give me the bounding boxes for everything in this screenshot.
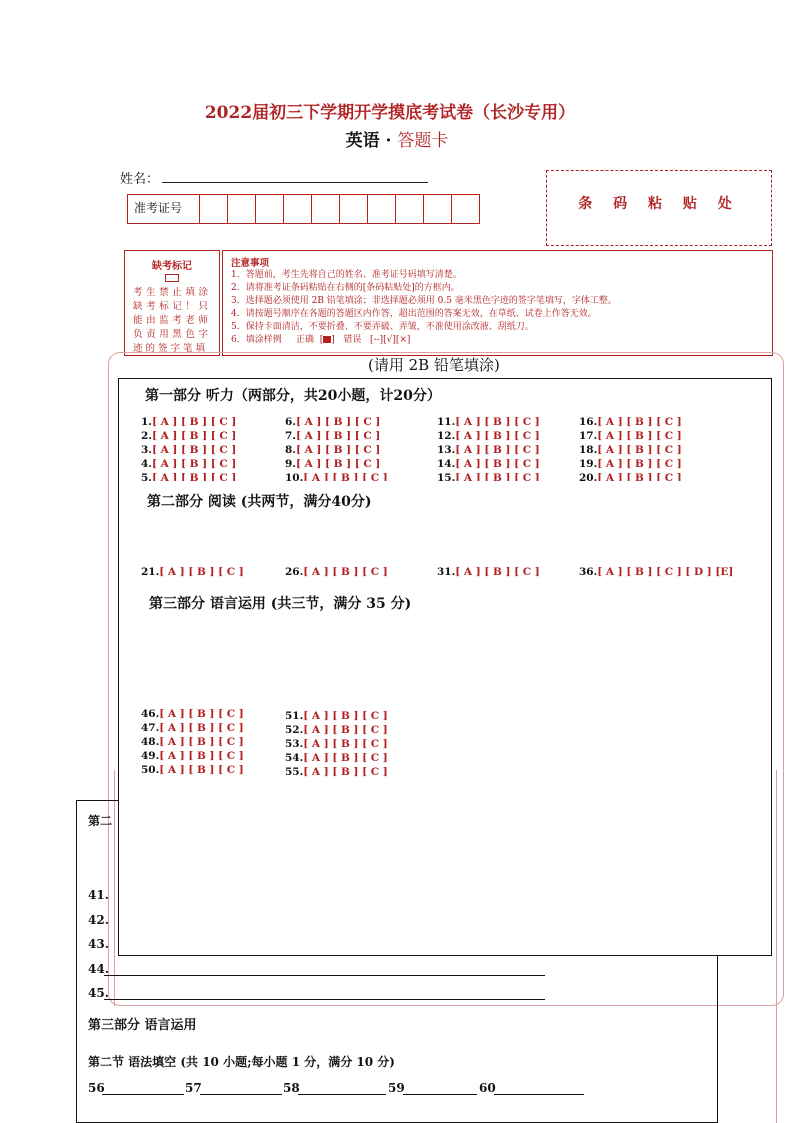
blank-number: 56: [88, 1081, 105, 1095]
frame-rule: [776, 770, 777, 1123]
grammar-section-title: 第二节 语法填空 (共 10 小题;每小题 1 分，满分 10 分): [88, 1055, 395, 1069]
question-number: 44.: [88, 962, 109, 976]
blank-line[interactable]: [102, 1094, 184, 1095]
exam-number-cell[interactable]: [228, 195, 256, 223]
choice-row[interactable]: 9.[ A ] [ B ] [ C ]: [285, 458, 381, 470]
part3-title: 第三部分 语言运用 (共三节，满分 35 分): [149, 596, 412, 612]
choice-row[interactable]: 26.[ A ] [ B ] [ C ]: [285, 566, 388, 578]
exam-number-box: [127, 194, 480, 224]
choice-row[interactable]: 15.[ A ] [ B ] [ C ]: [437, 472, 540, 481]
choice-row[interactable]: 46.[ A ] [ B ] [ C ]: [141, 708, 244, 720]
blank-number: 58: [283, 1081, 300, 1095]
choice-row[interactable]: 19.[ A ] [ B ] [ C ]: [579, 458, 682, 470]
choice-row[interactable]: 31.[ A ] [ B ] [ C ]: [437, 566, 540, 578]
part2-title: 第二部分 阅读 (共两节，满分40分): [147, 494, 372, 510]
notice-title: 注意事项: [231, 258, 270, 269]
choice-row[interactable]: 14.[ A ] [ B ] [ C ]: [437, 458, 540, 470]
exam-number-label: 准考证号: [128, 195, 200, 223]
wrong-marks: [--][√][×]: [370, 335, 411, 345]
choice-row[interactable]: 4.[ A ] [ B ] [ C ]: [141, 458, 237, 470]
exam-number-cell[interactable]: [200, 195, 228, 223]
answer-card-subtitle: [0, 126, 794, 151]
choice-row[interactable]: 13.[ A ] [ B ] [ C ]: [437, 444, 540, 456]
notice-box: [222, 250, 773, 356]
choice-row[interactable]: 47.[ A ] [ B ] [ C ]: [141, 722, 244, 734]
name-label: 姓名：: [120, 172, 160, 187]
card-label: 答题卡: [397, 131, 449, 151]
question-number: 45.: [88, 986, 109, 1000]
choice-row[interactable]: 17.[ A ] [ B ] [ C ]: [579, 430, 682, 442]
choice-row[interactable]: 48.[ A ] [ B ] [ C ]: [141, 736, 244, 748]
choice-row[interactable]: 50.[ A ] [ B ] [ C ]: [141, 764, 244, 776]
blank-line[interactable]: [403, 1094, 477, 1095]
exam-number-cell[interactable]: [340, 195, 368, 223]
blank-line[interactable]: [200, 1094, 282, 1095]
filled-mark-icon: [323, 336, 331, 343]
choice-row[interactable]: 11.[ A ] [ B ] [ C ]: [437, 416, 540, 428]
choice-row[interactable]: 5.[ A ] [ B ] [ C ]: [141, 472, 237, 481]
wrong-label: 错误: [343, 335, 362, 345]
notice-item: 5．保持卡面清洁，不要折叠、不要弄破、弄皱，不准使用涂改液、刮纸刀。: [231, 322, 534, 332]
pencil-note: (请用 2B 铅笔填涂): [368, 356, 500, 374]
part1-title: 第一部分 听力（两部分，共20小题，计20分）: [145, 388, 441, 404]
choice-row[interactable]: 55.[ A ] [ B ] [ C ]: [285, 766, 388, 778]
subject-label: 英语: [345, 131, 380, 151]
subtitle-dot: ·: [385, 131, 392, 151]
choice-row[interactable]: 7.[ A ] [ B ] [ C ]: [285, 430, 381, 442]
choice-row[interactable]: 18.[ A ] [ B ] [ C ]: [579, 444, 682, 456]
exam-number-cell[interactable]: [312, 195, 340, 223]
choice-row[interactable]: 3.[ A ] [ B ] [ C ]: [141, 444, 237, 456]
exam-number-cell[interactable]: [368, 195, 396, 223]
choice-row[interactable]: 2.[ A ] [ B ] [ C ]: [141, 430, 237, 442]
barcode-label: 条 码 粘 贴 处: [578, 196, 740, 212]
absent-mark-title: 缺考标记: [152, 261, 192, 272]
question-number: 42.: [88, 913, 109, 927]
choice-row[interactable]: 1.[ A ] [ B ] [ C ]: [141, 416, 237, 428]
part1-column: [141, 415, 236, 481]
choice-row[interactable]: 12.[ A ] [ B ] [ C ]: [437, 430, 540, 442]
choice-row[interactable]: 54.[ A ] [ B ] [ C ]: [285, 752, 388, 764]
choice-row[interactable]: 6.[ A ] [ B ] [ C ]: [285, 416, 381, 428]
absent-mark-text: 考生禁止填涂缺考标记！只能由监考老师负责用黑色字迹的签字笔填: [133, 287, 211, 354]
question-number: 41.: [88, 888, 109, 902]
correct-label: 正确: [296, 335, 315, 345]
exam-number-cell[interactable]: [284, 195, 312, 223]
part1-column: [285, 415, 388, 481]
part1-column: [437, 415, 540, 481]
barcode-area: [546, 170, 772, 246]
choice-row[interactable]: 51.[ A ] [ B ] [ C ]: [285, 710, 388, 722]
notice-item: 2．请将准考证条码粘贴在右侧的[条码粘贴处]的方框内。: [231, 283, 460, 293]
part3-lower-title: 第三部分 语言运用: [88, 1018, 197, 1033]
choice-panel: [118, 378, 772, 956]
blank-number: 59: [388, 1081, 405, 1095]
choice-row[interactable]: 36.[ A ] [ B ] [ C ] [ D ] [E]: [579, 566, 734, 578]
blank-line[interactable]: [494, 1094, 584, 1095]
exam-number-cell[interactable]: [396, 195, 424, 223]
answer-line[interactable]: [104, 975, 545, 976]
part1-column: [579, 415, 682, 481]
notice-sample: 6．填涂样例 正确 [ ] 错误 [--][√][×]: [231, 335, 411, 345]
blank-number: 57: [185, 1081, 202, 1095]
part3-column: [141, 707, 244, 777]
choice-row[interactable]: 20.[ A ] [ B ] [ C ]: [579, 472, 682, 481]
choice-row[interactable]: 8.[ A ] [ B ] [ C ]: [285, 444, 381, 456]
exam-number-cell[interactable]: [256, 195, 284, 223]
absent-mark-box: [124, 250, 220, 356]
choice-row[interactable]: 49.[ A ] [ B ] [ C ]: [141, 750, 244, 762]
choice-row[interactable]: 16.[ A ] [ B ] [ C ]: [579, 416, 682, 428]
choice-row[interactable]: 10.[ A ] [ B ] [ C ]: [285, 472, 388, 481]
answer-card-title: 2022届初三下学期开学摸底考试卷（长沙专用）: [204, 103, 576, 123]
exam-number-cell[interactable]: [424, 195, 452, 223]
answer-line[interactable]: [104, 999, 545, 1000]
absent-mark-checkbox[interactable]: [165, 274, 179, 282]
exam-number-cell[interactable]: [452, 195, 479, 223]
blank-number: 60: [479, 1081, 496, 1095]
choice-row[interactable]: 52.[ A ] [ B ] [ C ]: [285, 724, 388, 736]
notice-item: 3．选择题必须使用 2B 铅笔填涂；非选择题必须用 0.5 毫米黑色字迹的签字笔填写，字体工整。: [231, 296, 617, 306]
name-field[interactable]: [162, 182, 428, 183]
question-number: 43.: [88, 937, 109, 951]
blank-line[interactable]: [298, 1094, 386, 1095]
section-fragment: 第二: [88, 814, 113, 828]
choice-row[interactable]: 53.[ A ] [ B ] [ C ]: [285, 738, 388, 750]
part3-column: [285, 709, 388, 779]
notice-item: 1．答题前，考生先将自己的姓名、准考证号码填写清楚。: [231, 270, 462, 280]
notice-item: 4．请按题号顺序在各题的答题区内作答，超出范围的答案无效，在草纸、试卷上作答无效。: [231, 309, 597, 319]
choice-row[interactable]: 21.[ A ] [ B ] [ C ]: [141, 566, 244, 578]
sample-label: 6．填涂样例: [231, 335, 282, 345]
